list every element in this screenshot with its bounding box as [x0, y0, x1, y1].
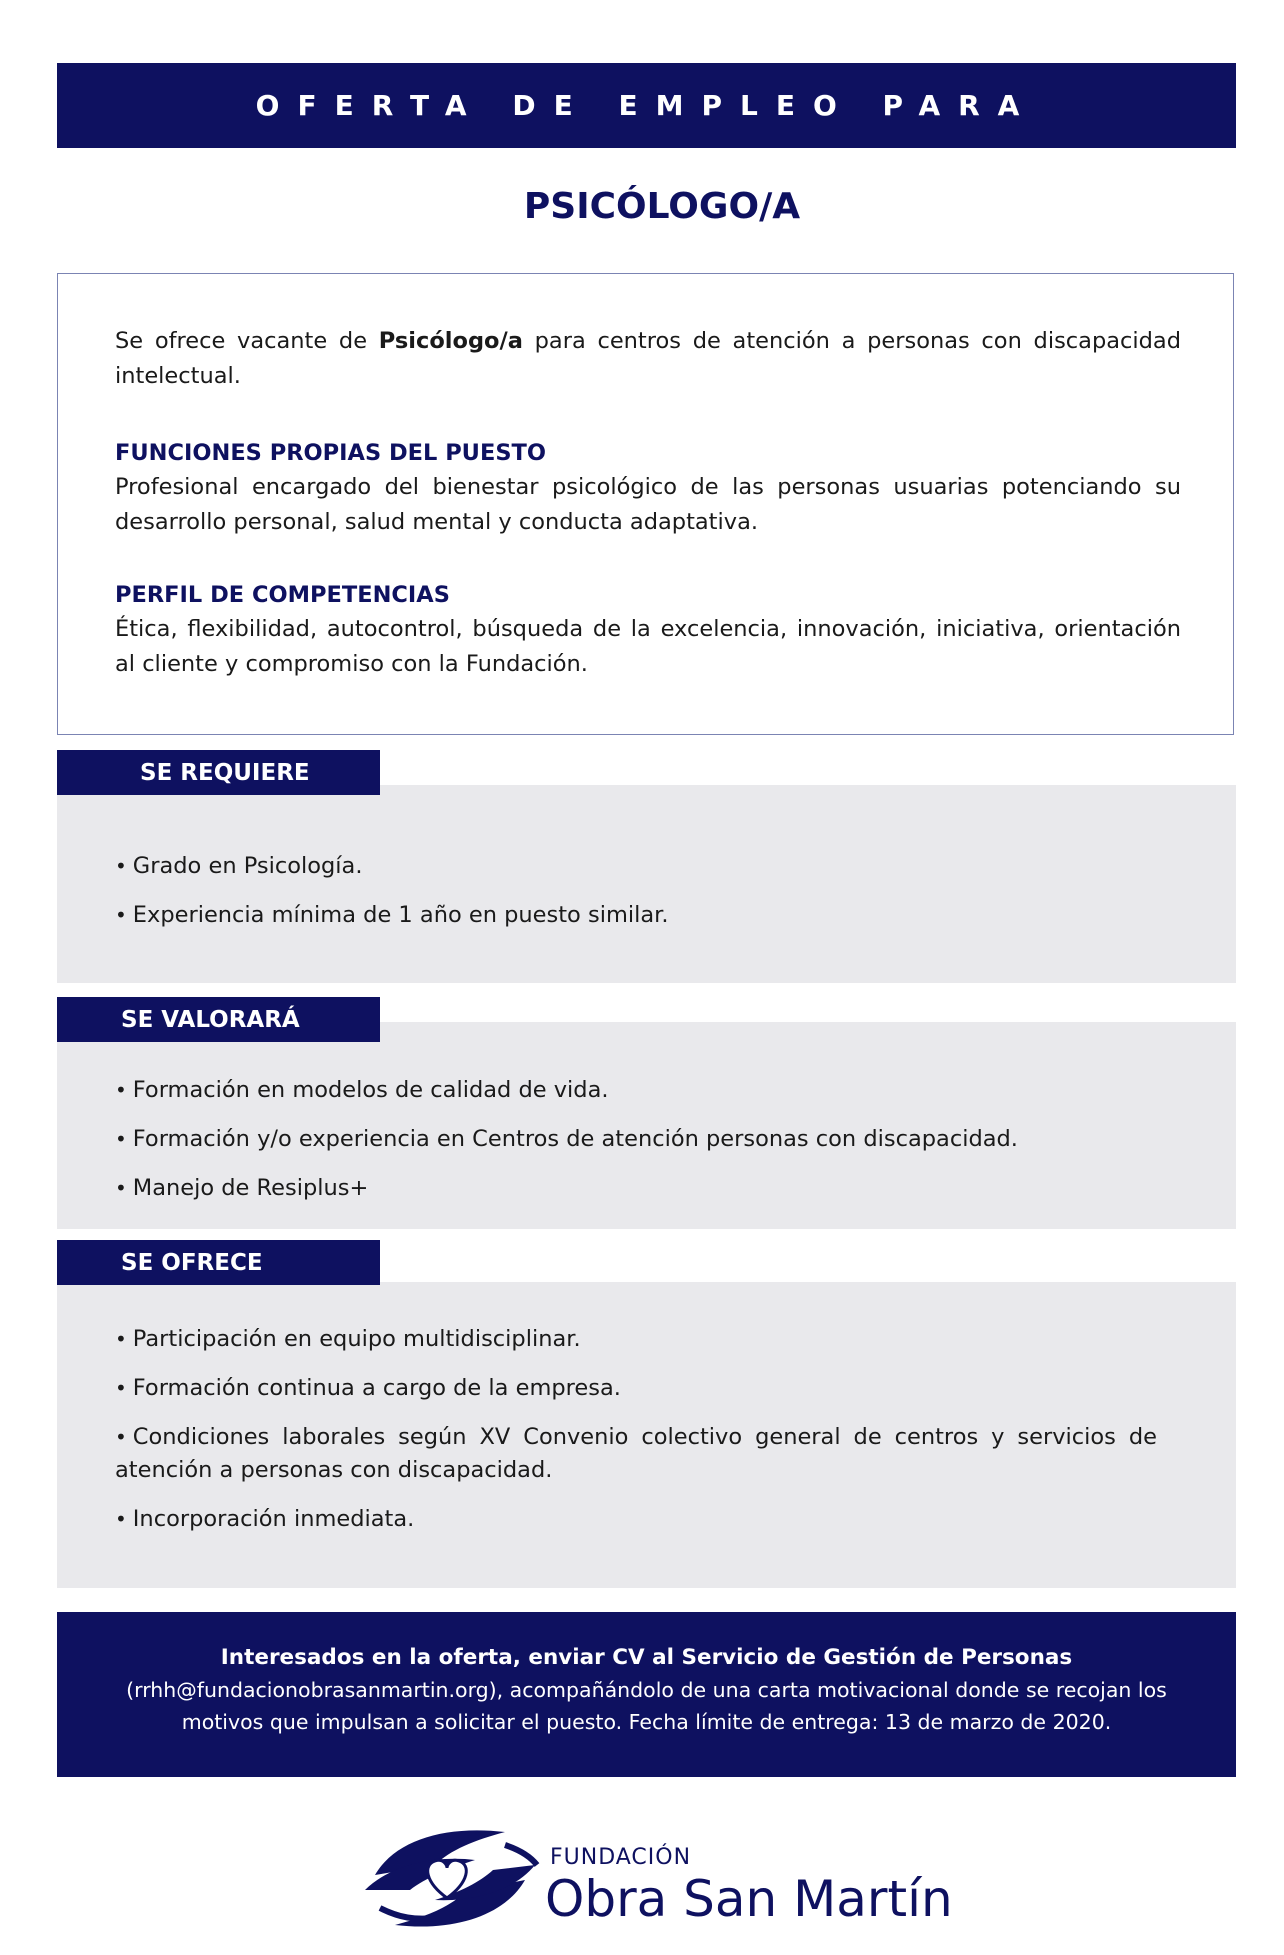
list-item: • Incorporación inmediata. — [115, 1503, 1157, 1536]
intro-text-bold: Psicólogo/a — [378, 328, 523, 354]
valued-list — [115, 1074, 1157, 1221]
functions-text: Profesional encargado del bienestar psicológico de las personas usuarias potenciando su desarrollo personal, salud mental y conducta adaptativa. — [115, 474, 1181, 535]
logo-text-small: FUNDACIÓN — [550, 1845, 692, 1870]
list-item: • Grado en Psicología. — [115, 850, 1157, 883]
offered-label: SE OFRECE — [121, 1249, 263, 1276]
valued-label: SE VALORARÁ — [121, 1006, 300, 1033]
banner-title: OFERTA DE EMPLEO PARA — [255, 89, 1038, 122]
list-item: • Manejo de Resiplus+ — [115, 1172, 1157, 1205]
intro-paragraph — [115, 324, 1181, 394]
list-item: • Formación en modelos de calidad de vida. — [115, 1074, 1157, 1107]
offered-list — [115, 1323, 1157, 1552]
intro-text-post: para centros de atención a personas con discapacidad intelectual. — [115, 328, 1181, 389]
intro-text-pre: Se ofrece vacante de — [115, 328, 379, 354]
profile-heading: PERFIL DE COMPETENCIAS — [115, 582, 450, 608]
contact-lead: Interesados en la oferta, enviar CV al Servicio de Gestión de Personas — [220, 1645, 1073, 1670]
intro-box — [57, 273, 1234, 735]
profile-block — [115, 578, 1181, 682]
functions-heading: FUNCIONES PROPIAS DEL PUESTO — [115, 440, 547, 466]
job-title: PSICÓLOGO/A — [523, 186, 801, 227]
list-item: • Participación en equipo multidisciplinar. — [115, 1323, 1157, 1356]
functions-block — [115, 436, 1181, 540]
contact-banner — [57, 1612, 1236, 1777]
header-banner — [57, 63, 1236, 148]
hands-heart-icon — [355, 1820, 545, 1935]
required-tab — [57, 750, 380, 795]
list-item: • Formación y/o experiencia en Centros de atención personas con discapacidad. — [115, 1123, 1157, 1156]
profile-text: Ética, flexibilidad, autocontrol, búsqueda de la excelencia, innovación, iniciativa, orientación al cliente y compromiso con la Fundación. — [115, 616, 1181, 677]
valued-tab — [57, 997, 380, 1042]
list-item: • Condiciones laborales según XV Convenio colectivo general de centros y servicios de atención a personas con discapacidad. — [115, 1421, 1157, 1487]
required-label: SE REQUIERE — [140, 759, 310, 786]
list-item: • Formación continua a cargo de la empresa. — [115, 1372, 1157, 1405]
contact-details: (rrhh@fundacionobrasanmartin.org), acompañándolo de una carta motivacional donde se recojan los motivos que impulsan a solicitar el puesto. Fecha límite de entrega: 13 de marzo de 2020. — [126, 1678, 1167, 1734]
required-list — [115, 850, 1157, 948]
offered-tab — [57, 1240, 380, 1285]
list-item: • Experiencia mínima de 1 año en puesto similar. — [115, 899, 1157, 932]
foundation-logo — [355, 1815, 995, 1935]
logo-text-big: Obra San Martín — [545, 1870, 953, 1928]
